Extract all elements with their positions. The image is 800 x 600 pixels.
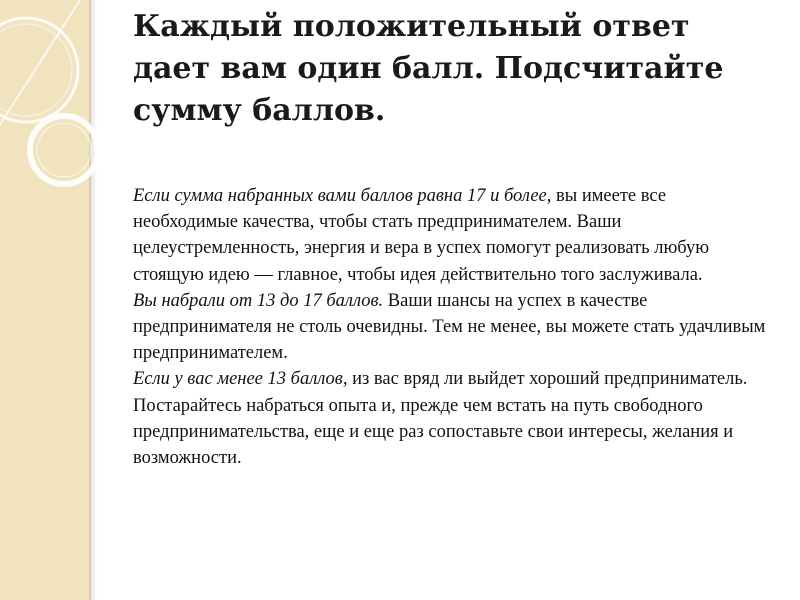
- result-paragraph-low: [133, 366, 773, 471]
- result-text-medium: Ваши шансы на успех в качестве предпринимателя не столь очевидны. Тем не менее, вы можете стать удачливым предпринимателем.: [133, 290, 766, 364]
- result-lead-low: Если у вас менее 13 баллов,: [133, 369, 348, 390]
- result-paragraph-medium: [133, 288, 773, 367]
- result-paragraph-high: [133, 183, 773, 288]
- side-band-shadow: [91, 0, 97, 600]
- decorative-side-band: [0, 0, 89, 600]
- result-text-high: вы имеете все необходимые качества, чтобы стать предпринимателем. Ваши целеустремленность, энергия и вера в успех помогут реализовать любую стоящую идею — главное, чтобы идея действительно того заслуживала.: [133, 186, 710, 285]
- slide-title: Каждый положительный ответ дает вам один балл. Подсчитайте сумму баллов.: [133, 9, 724, 128]
- result-lead-high: Если сумма набранных вами баллов равна 17 и более,: [133, 186, 552, 206]
- result-text-low: из вас вряд ли выйдет хороший предприниматель. Постарайтесь набраться опыта и, прежде чем встать на путь свободного предпринимательства, еще и еще раз сопоставьте свои интересы, желания и возможности.: [133, 369, 748, 469]
- slide-body: [133, 183, 773, 471]
- result-lead-medium: Вы набрали от 13 до 17 баллов.: [133, 290, 384, 311]
